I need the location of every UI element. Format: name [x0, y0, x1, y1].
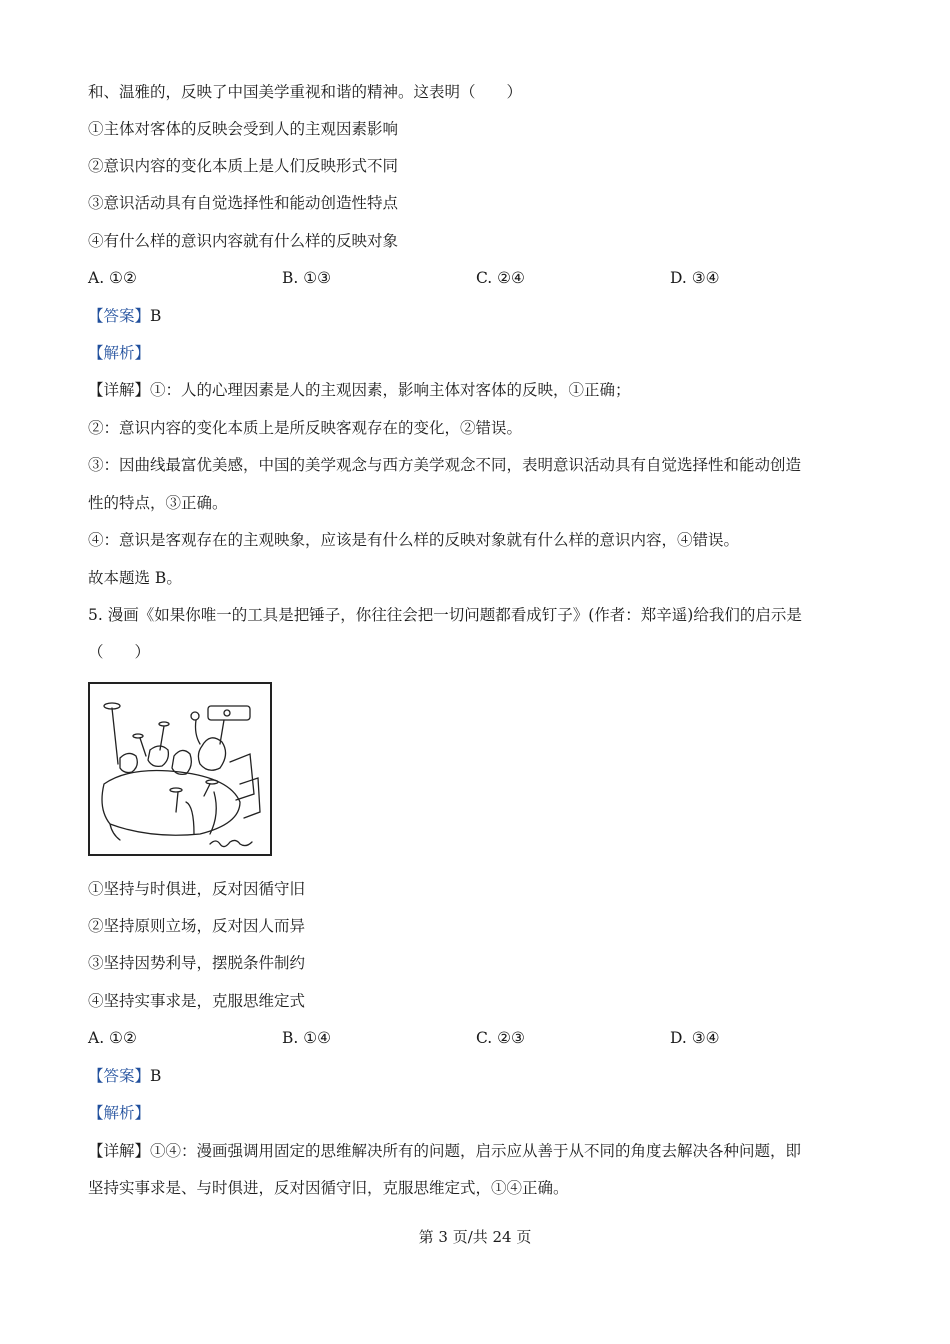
page-number: 第 3 页/共 24 页 [418, 1228, 532, 1246]
cartoon-drawing [90, 684, 270, 854]
detail-label: 【详解】 [88, 381, 151, 399]
q5-detail-2: 坚持实事求是、与时俱进，反对因循守旧，克服思维定式，①④正确。 [88, 1179, 569, 1197]
answer-value: B [150, 307, 162, 325]
q4-option-a: A. ①② [88, 269, 137, 287]
page-footer [0, 1226, 950, 1247]
q5-detail-1 [88, 1141, 801, 1161]
q4-statement-3: ③意识活动具有自觉选择性和能动创造性特点 [88, 194, 399, 212]
q4-conclusion: 故本题选 B。 [88, 569, 182, 587]
q4-detail-1 [88, 380, 631, 400]
detail-text: ①④：漫画强调用固定的思维解决所有的问题，启示应从善于从不同的角度去解决各种问题，即 [150, 1142, 802, 1160]
q5-statement-1: ①坚持与时俱进，反对因循守旧 [88, 880, 306, 898]
q5-statement-4: ④坚持实事求是，克服思维定式 [88, 992, 306, 1010]
intro-line: 和、温雅的，反映了中国美学重视和谐的精神。这表明（ ） [88, 83, 523, 101]
q4-analysis-label: 【解析】 [88, 344, 151, 362]
q5-option-d: D. ③④ [670, 1029, 720, 1047]
q5-option-c: C. ②③ [476, 1029, 525, 1047]
answer-label: 【答案】 [88, 307, 151, 325]
q4-answer [88, 306, 161, 326]
q4-statement-2: ②意识内容的变化本质上是人们反映形式不同 [88, 157, 399, 175]
q4-option-b: B. ①③ [282, 269, 332, 287]
q5-option-b: B. ①④ [282, 1029, 332, 1047]
detail-label: 【详解】 [88, 1142, 151, 1160]
q4-detail-4: 性的特点，③正确。 [88, 494, 228, 512]
q5-statement-3: ③坚持因势利导，摆脱条件制约 [88, 954, 306, 972]
q4-detail-5: ④：意识是客观存在的主观映象，应该是有什么样的反映对象就有什么样的意识内容，④错误。 [88, 531, 740, 549]
answer-label: 【答案】 [88, 1067, 151, 1085]
q5-answer [88, 1066, 161, 1086]
q4-option-c: C. ②④ [476, 269, 525, 287]
q4-detail-3: ③：因曲线最富优美感，中国的美学观念与西方美学观念不同，表明意识活动具有自觉选择性和能动创造 [88, 456, 802, 474]
q5-statement-2: ②坚持原则立场，反对因人而异 [88, 917, 306, 935]
q5-stem-bracket: （ ） [88, 643, 151, 661]
q4-statement-4: ④有什么样的意识内容就有什么样的反映对象 [88, 232, 399, 250]
q4-option-d: D. ③④ [670, 269, 720, 287]
cartoon-image [88, 682, 272, 856]
q5-option-a: A. ①② [88, 1029, 137, 1047]
q5-stem: 5. 漫画《如果你唯一的工具是把锤子，你往往会把一切问题都看成钉子》(作者：郑辛遥)给我们的启示是 [88, 606, 802, 624]
detail-text: ①：人的心理因素是人的主观因素，影响主体对客体的反映，①正确； [150, 381, 631, 399]
q4-detail-2: ②：意识内容的变化本质上是所反映客观存在的变化，②错误。 [88, 419, 523, 437]
q5-analysis-label: 【解析】 [88, 1104, 151, 1122]
answer-value: B [150, 1067, 162, 1085]
q4-statement-1: ①主体对客体的反映会受到人的主观因素影响 [88, 120, 399, 138]
